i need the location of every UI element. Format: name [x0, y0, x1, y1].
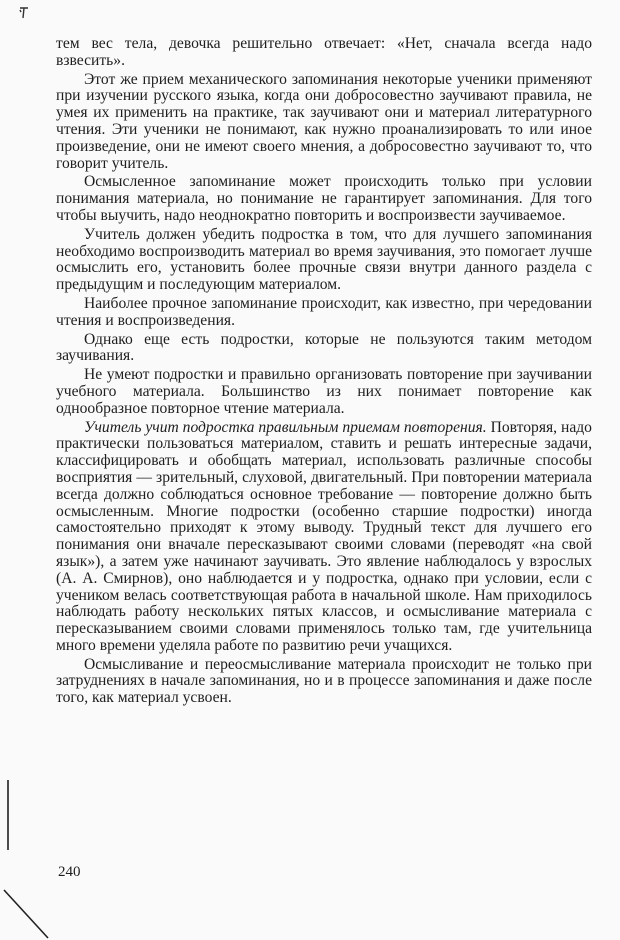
- page-number: 240: [58, 864, 81, 880]
- paragraph-8: [56, 420, 592, 655]
- paragraph-8-lead: Учитель учит подростка правильным приемам повторения.: [84, 418, 487, 436]
- paragraph-5: Наиболее прочное запоминание происходит, как известно, при чередовании чтения и воспроизведения.: [56, 294, 592, 329]
- paragraph-1: тем вес тела, девочка решительно отвечает: «Нет, сначала всегда надо взвесить».: [56, 35, 592, 69]
- paragraph-6: Однако еще есть подростки, которые не пользуются таким методом заучивания.: [56, 330, 592, 365]
- paragraph-8-body: Повторяя, надо практически пользоваться материалом, ставить и решать интересные задачи, классифицировать и обобщать материал, использовать различные способы восприятия — зрительный, слуховой, двигательный. При повторении материала всегда должно соблюдаться основное требование — повторение должно быть осмысленным. Многие подростки (особенно старшие подростки) иногда самостоятельно приходят к этому выводу. Трудный текст для лучшего его понимания они вначале пересказывают своими словами (переводят «на свой язык»), а затем уже начинают заучивать. Это явление наблюдалось у взрослых (А. А. Смирнов), оно наблюдается и у подростка, однако при условии, если с учеником велась соответствующая работа в начальной школе. Нам приходилось наблюдать работу нескольких пятых классов, и осмысливание материала с пересказыванием своими словами применялось только там, где учительница много времени уделяла работе по развитию речи учащихся.: [56, 418, 592, 654]
- paragraph-4: Учитель должен убедить подростка в том, что для лучшего запоминания необходимо воспроизводить материал во время заучивания, это помогает лучше осмыслить его, установить более прочные связи внутри данного раздела с предыдущим и последующим материалом.: [56, 225, 592, 294]
- paragraph-2: Этот же прием механического запоминания некоторые ученики применяют при изучении русского языка, когда они добросовестно заучивают правила, не умея их применить на практике, так заучивают они и материал литературного чтения. Эти ученики не понимают, как нужно проанализировать то или иное произведение, они не имеют своего мнения, а добросовестно заучивают то, что говорит учитель.: [56, 70, 592, 172]
- page-text: [56, 36, 592, 707]
- corner-mark-icon: [18, 6, 30, 20]
- paragraph-9: Осмысливание и переосмысливание материала происходит не только при затруднениях в начале запоминания, но и в процессе запоминания и даже после того, как материал усвоен.: [56, 655, 592, 707]
- paragraph-7: Не умеют подростки и правильно организовать повторение при заучивании учебного материала. Большинство из них понимает повторение как однообразное повторное чтение материала.: [56, 366, 592, 417]
- scan-margin-stroke-icon: [0, 780, 60, 940]
- paragraph-3: Осмысленное запоминание может происходить только при условии понимания материала, но понимание не гарантирует запоминания. Для того чтобы выучить, надо неоднократно повторить и воспроизвести заучиваемое.: [56, 173, 592, 224]
